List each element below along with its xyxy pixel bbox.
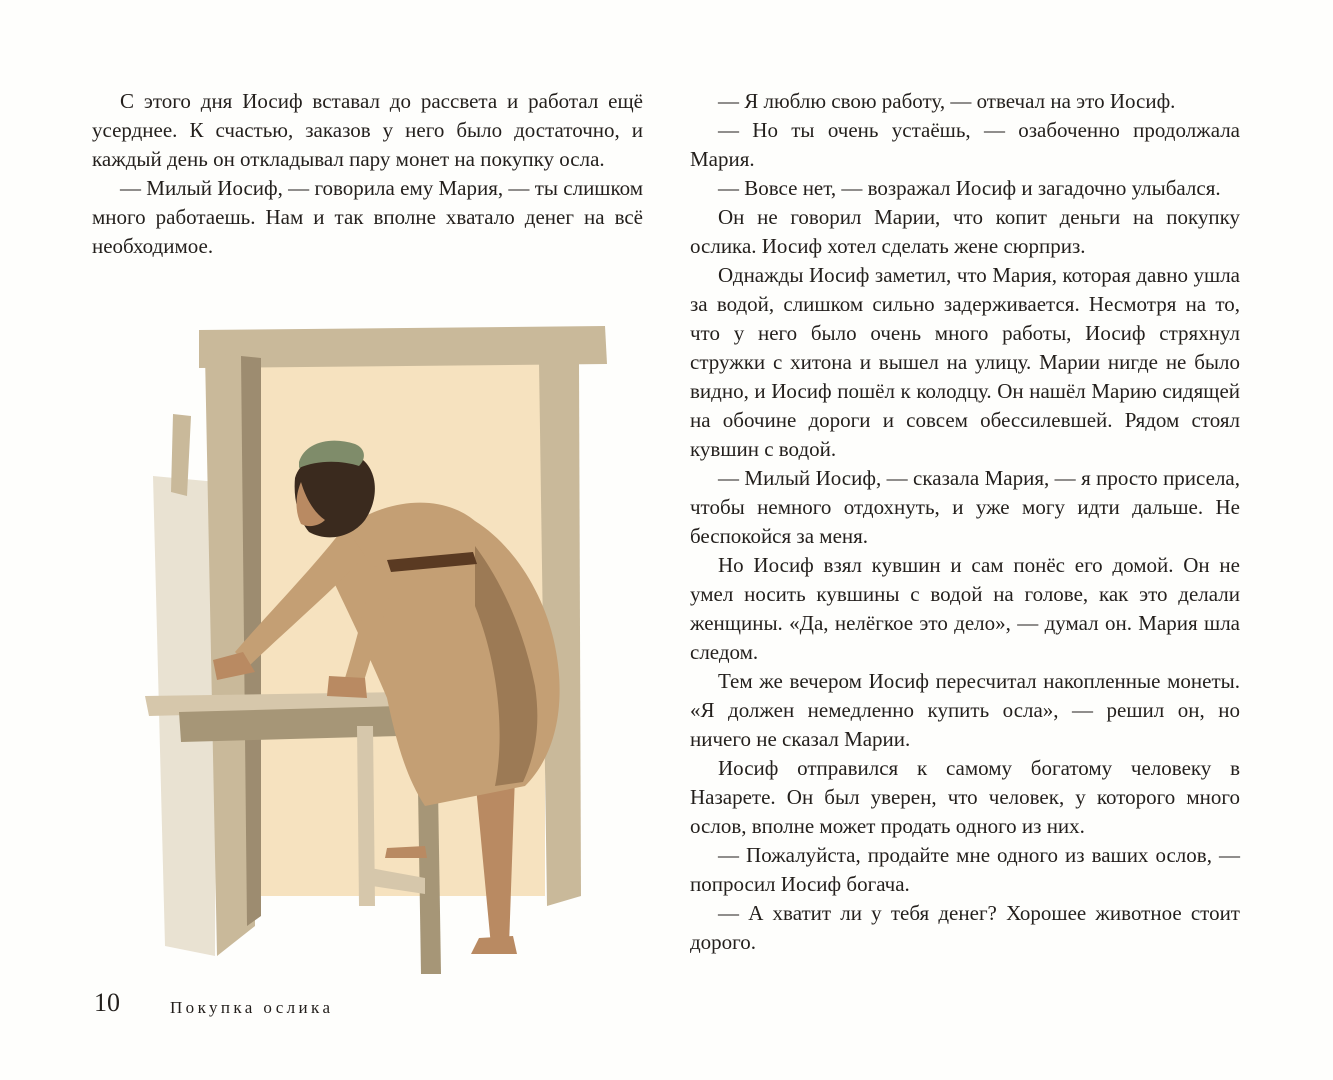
paragraph: — Вовсе нет, — возражал Иосиф и загадочно улыбался. [718, 176, 1221, 200]
paragraph: Но Иосиф взял кувшин и сам понёс его домой. Он не умел носить кувшины с водой на голове, как это делали женщины. «Да, нелёгкое это дело», — думал он. Мария шла следом. [690, 553, 1240, 664]
running-title: Покупка ослика [170, 998, 334, 1017]
figure-hand-right [327, 676, 367, 698]
paragraph: — Но ты очень устаёшь, — озабоченно продолжала Мария. [690, 118, 1240, 171]
paragraph: Тем же вечером Иосиф пересчитал накопленные монеты. «Я должен немедленно купить осла», — решил он, но ничего не сказал Марии. [690, 669, 1240, 751]
page-number: 10 [94, 988, 120, 1017]
right-text-column [690, 87, 1240, 957]
paragraph: — А хватит ли у тебя денег? Хорошее животное стоит дорого. [690, 901, 1240, 954]
paragraph: — Милый Иосиф, — сказала Мария, — я просто присела, чтобы немного отдохнуть, и уже могу идти дальше. Не беспокойся за меня. [690, 466, 1240, 548]
figure-foot-back [385, 846, 427, 858]
paragraph: С этого дня Иосиф вставал до рассвета и работал ещё усерднее. К счастью, заказов у него было достаточно, и каждый день он откладывал пару монет на покупку осла. [92, 89, 643, 171]
carpenter-illustration [95, 306, 625, 978]
paragraph: Он не говорил Марии, что копит деньги на покупку ослика. Иосиф хотел сделать жене сюрприз. [690, 205, 1240, 258]
illustration-svg [95, 306, 625, 978]
paragraph: Иосиф отправился к самому богатому человеку в Назарете. Он был уверен, что человек, у которого много ослов, вполне может продать одного из них. [690, 756, 1240, 838]
paragraph: Однажды Иосиф заметил, что Мария, которая давно ушла за водой, слишком сильно задерживается. Несмотря на то, что у него было очень много работы, Иосиф стряхнул стружки с хитона и вышел на улицу. Марии нигде не было видно, и Иосиф пошёл к колодцу. Он нашёл Марию сидящей на обочине дороги и совсем обессилевшей. Рядом стоял кувшин с водой. [690, 263, 1240, 461]
left-text-column [92, 87, 643, 261]
paragraph: — Я люблю свою работу, — отвечал на это Иосиф. [718, 89, 1176, 113]
paragraph: — Пожалуйста, продайте мне одного из ваших ослов, — попросил Иосиф богача. [690, 843, 1240, 896]
figure-foot [471, 936, 517, 954]
paragraph: — Милый Иосиф, — говорила ему Мария, — ты слишком много работаешь. Нам и так вполне хватало денег на всё необходимое. [92, 176, 643, 258]
